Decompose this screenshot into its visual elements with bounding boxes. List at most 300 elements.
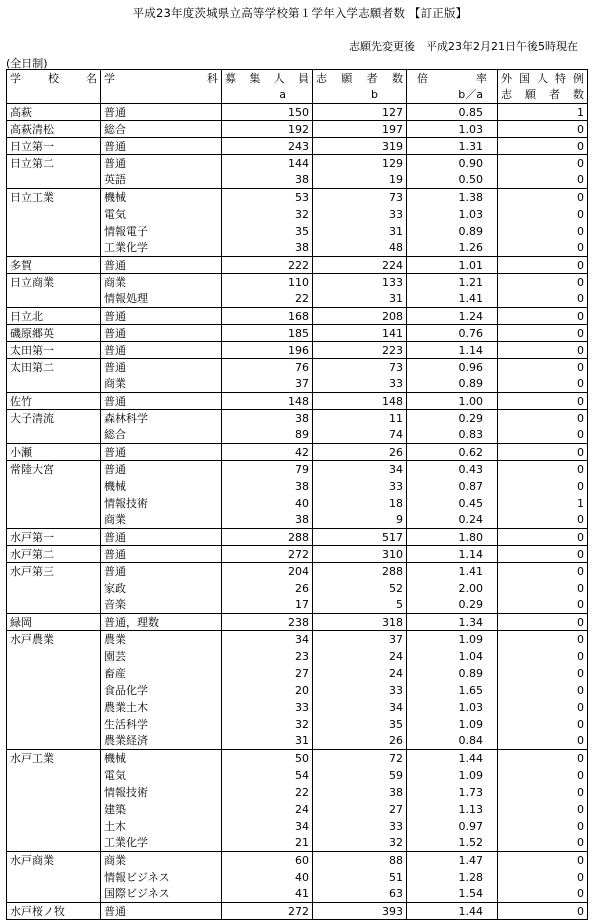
capacity-value: 35: [222, 223, 313, 240]
header-applicants-sub: b: [313, 87, 407, 104]
dept-name: 園芸: [101, 648, 222, 665]
foreign-value: 0: [498, 155, 588, 172]
school-name: 緑岡: [7, 614, 101, 631]
header-foreign: 外国人特例: [498, 70, 588, 87]
applicants-value: 26: [313, 733, 407, 750]
ratio-value: 1.04: [407, 648, 498, 665]
table-row: [7, 597, 588, 614]
ratio-value: 1.03: [407, 121, 498, 138]
table-row: [7, 665, 588, 682]
dept-name: 商業: [101, 512, 222, 529]
applicants-value: 33: [313, 682, 407, 699]
table-row: [7, 733, 588, 750]
applicants-value: 51: [313, 869, 407, 886]
applicants-value: 52: [313, 580, 407, 597]
foreign-value: 0: [498, 393, 588, 410]
ratio-value: 2.00: [407, 580, 498, 597]
school-name: [7, 682, 101, 699]
school-name: [7, 291, 101, 308]
ratio-value: 1.38: [407, 189, 498, 206]
capacity-value: 31: [222, 733, 313, 750]
table-row: [7, 206, 588, 223]
dept-name: 機械: [101, 189, 222, 206]
table-row: [7, 631, 588, 648]
foreign-value: 0: [498, 546, 588, 563]
capacity-value: 272: [222, 903, 313, 920]
header-subrow: [7, 87, 588, 104]
capacity-value: 222: [222, 257, 313, 274]
school-name: [7, 597, 101, 614]
applicants-value: 35: [313, 716, 407, 733]
capacity-value: 204: [222, 563, 313, 580]
applicants-value: 18: [313, 495, 407, 512]
dept-name: 森林科学: [101, 410, 222, 427]
applicants-value: 148: [313, 393, 407, 410]
foreign-value: 0: [498, 733, 588, 750]
applicants-value: 19: [313, 172, 407, 189]
ratio-value: 0.87: [407, 478, 498, 495]
school-name: 磯原郷英: [7, 325, 101, 342]
table-row: [7, 580, 588, 597]
dept-name: 土木: [101, 818, 222, 835]
ratio-value: 0.83: [407, 427, 498, 444]
capacity-value: 60: [222, 852, 313, 869]
applicants-value: 129: [313, 155, 407, 172]
table-row: [7, 869, 588, 886]
table-row: [7, 104, 588, 121]
ratio-value: 0.45: [407, 495, 498, 512]
ratio-value: 1.09: [407, 716, 498, 733]
foreign-value: 0: [498, 682, 588, 699]
dept-name: 普通: [101, 325, 222, 342]
applicants-value: 310: [313, 546, 407, 563]
dept-name: 普通: [101, 257, 222, 274]
foreign-value: 0: [498, 529, 588, 546]
school-name: [7, 886, 101, 903]
foreign-value: 0: [498, 563, 588, 580]
capacity-value: 37: [222, 376, 313, 393]
school-name: [7, 512, 101, 529]
ratio-value: 1.26: [407, 240, 498, 257]
ratio-value: 0.97: [407, 818, 498, 835]
foreign-value: 0: [498, 325, 588, 342]
school-name: [7, 818, 101, 835]
capacity-value: 185: [222, 325, 313, 342]
dept-name: 食品化学: [101, 682, 222, 699]
header-applicants: 志 願 者 数: [313, 70, 407, 87]
school-name: [7, 478, 101, 495]
ratio-value: 0.96: [407, 359, 498, 376]
capacity-value: 76: [222, 359, 313, 376]
applicants-value: 34: [313, 461, 407, 478]
ratio-value: 1.24: [407, 308, 498, 325]
capacity-value: 27: [222, 665, 313, 682]
table-row: [7, 172, 588, 189]
table-row: [7, 767, 588, 784]
table-row: [7, 614, 588, 631]
applicants-value: 74: [313, 427, 407, 444]
applicants-value: 11: [313, 410, 407, 427]
foreign-value: 0: [498, 665, 588, 682]
school-name: [7, 206, 101, 223]
foreign-value: 1: [498, 495, 588, 512]
capacity-value: 38: [222, 512, 313, 529]
table-row: [7, 393, 588, 410]
capacity-value: 196: [222, 342, 313, 359]
table-row: [7, 648, 588, 665]
table-row: [7, 886, 588, 903]
applicants-value: 319: [313, 138, 407, 155]
table-row: [7, 563, 588, 580]
applicants-value: 59: [313, 767, 407, 784]
applicants-value: 37: [313, 631, 407, 648]
capacity-value: 38: [222, 410, 313, 427]
dept-name: 英語: [101, 172, 222, 189]
ratio-value: 0.84: [407, 733, 498, 750]
foreign-value: 0: [498, 121, 588, 138]
capacity-value: 89: [222, 427, 313, 444]
school-name: 日立商業: [7, 274, 101, 291]
school-name: 小瀬: [7, 444, 101, 461]
dept-name: 畜産: [101, 665, 222, 682]
dept-name: 総合: [101, 121, 222, 138]
dept-name: 普通: [101, 563, 222, 580]
capacity-value: 272: [222, 546, 313, 563]
capacity-value: 192: [222, 121, 313, 138]
school-name: [7, 240, 101, 257]
foreign-value: 0: [498, 461, 588, 478]
table-row: [7, 121, 588, 138]
table-row: [7, 699, 588, 716]
table-row: [7, 257, 588, 274]
ratio-value: 1.28: [407, 869, 498, 886]
foreign-value: 0: [498, 767, 588, 784]
foreign-value: 1: [498, 104, 588, 121]
table-row: [7, 461, 588, 478]
ratio-value: 1.14: [407, 546, 498, 563]
foreign-value: 0: [498, 223, 588, 240]
ratio-value: 1.14: [407, 342, 498, 359]
capacity-value: 40: [222, 495, 313, 512]
capacity-value: 168: [222, 308, 313, 325]
foreign-value: 0: [498, 648, 588, 665]
school-name: [7, 665, 101, 682]
capacity-value: 110: [222, 274, 313, 291]
capacity-value: 33: [222, 699, 313, 716]
foreign-value: 0: [498, 376, 588, 393]
table-row: [7, 240, 588, 257]
school-name: [7, 784, 101, 801]
dept-name: 機械: [101, 750, 222, 767]
school-name: 水戸桜ノ牧: [7, 903, 101, 920]
as-of-date: 志願先変更後 平成23年2月21日午後5時現在: [349, 40, 578, 53]
dept-name: 情報技術: [101, 784, 222, 801]
dept-name: 情報技術: [101, 495, 222, 512]
applicants-value: 393: [313, 903, 407, 920]
table-row: [7, 359, 588, 376]
ratio-value: 0.89: [407, 223, 498, 240]
dept-name: 普通: [101, 393, 222, 410]
capacity-value: 79: [222, 461, 313, 478]
dept-name: 建築: [101, 801, 222, 818]
table-row: [7, 444, 588, 461]
table-row: [7, 546, 588, 563]
capacity-value: 40: [222, 869, 313, 886]
dept-name: 農業経済: [101, 733, 222, 750]
ratio-value: 0.43: [407, 461, 498, 478]
dept-name: 普通: [101, 342, 222, 359]
school-name: 佐竹: [7, 393, 101, 410]
table-row: [7, 427, 588, 444]
capacity-value: 238: [222, 614, 313, 631]
school-name: 日立第一: [7, 138, 101, 155]
applicants-value: 33: [313, 376, 407, 393]
ratio-value: 1.01: [407, 257, 498, 274]
applicants-value: 197: [313, 121, 407, 138]
foreign-value: 0: [498, 801, 588, 818]
table-row: [7, 342, 588, 359]
capacity-value: 288: [222, 529, 313, 546]
table-row: [7, 818, 588, 835]
foreign-value: 0: [498, 716, 588, 733]
applicants-value: 224: [313, 257, 407, 274]
foreign-value: 0: [498, 597, 588, 614]
school-name: [7, 376, 101, 393]
ratio-value: 1.03: [407, 206, 498, 223]
foreign-value: 0: [498, 359, 588, 376]
table-row: [7, 512, 588, 529]
school-name: 大子清流: [7, 410, 101, 427]
school-name: 高萩清松: [7, 121, 101, 138]
school-name: 水戸第一: [7, 529, 101, 546]
capacity-value: 41: [222, 886, 313, 903]
foreign-value: 0: [498, 869, 588, 886]
ratio-value: 0.90: [407, 155, 498, 172]
dept-name: 普通: [101, 308, 222, 325]
capacity-value: 50: [222, 750, 313, 767]
dept-name: 商業: [101, 852, 222, 869]
applicants-value: 34: [313, 699, 407, 716]
capacity-value: 53: [222, 189, 313, 206]
table-row: [7, 529, 588, 546]
dept-name: 普通，理数: [101, 614, 222, 631]
ratio-value: 0.24: [407, 512, 498, 529]
applicants-value: 88: [313, 852, 407, 869]
capacity-value: 32: [222, 206, 313, 223]
school-name: [7, 648, 101, 665]
foreign-value: 0: [498, 903, 588, 920]
foreign-value: 0: [498, 784, 588, 801]
applicants-value: 63: [313, 886, 407, 903]
capacity-value: 17: [222, 597, 313, 614]
school-name: 多賀: [7, 257, 101, 274]
header-capacity-sub: a: [222, 87, 313, 104]
applicants-value: 223: [313, 342, 407, 359]
dept-name: 工業化学: [101, 240, 222, 257]
applicants-value: 9: [313, 512, 407, 529]
capacity-value: 22: [222, 291, 313, 308]
ratio-value: 0.62: [407, 444, 498, 461]
school-name: 太田第二: [7, 359, 101, 376]
table-row: [7, 852, 588, 869]
foreign-value: 0: [498, 172, 588, 189]
school-name: 高萩: [7, 104, 101, 121]
applicants-value: 33: [313, 478, 407, 495]
capacity-value: 26: [222, 580, 313, 597]
ratio-value: 1.09: [407, 631, 498, 648]
capacity-value: 144: [222, 155, 313, 172]
capacity-value: 148: [222, 393, 313, 410]
table-row: [7, 495, 588, 512]
dept-name: 生活科学: [101, 716, 222, 733]
ratio-value: 1.65: [407, 682, 498, 699]
foreign-value: 0: [498, 699, 588, 716]
applicants-table: [6, 69, 588, 920]
school-name: [7, 495, 101, 512]
capacity-value: 22: [222, 784, 313, 801]
capacity-value: 20: [222, 682, 313, 699]
capacity-value: 38: [222, 240, 313, 257]
capacity-value: 38: [222, 172, 313, 189]
dept-name: 普通: [101, 104, 222, 121]
ratio-value: 1.80: [407, 529, 498, 546]
school-name: [7, 869, 101, 886]
dept-name: 普通: [101, 359, 222, 376]
school-name: 水戸商業: [7, 852, 101, 869]
dept-name: 普通: [101, 138, 222, 155]
foreign-value: 0: [498, 308, 588, 325]
foreign-value: 0: [498, 189, 588, 206]
ratio-value: 0.89: [407, 376, 498, 393]
dept-name: 農業: [101, 631, 222, 648]
capacity-value: 24: [222, 801, 313, 818]
foreign-value: 0: [498, 274, 588, 291]
header-foreign-sub: 志 願 者 数: [498, 87, 588, 104]
table-row: [7, 750, 588, 767]
dept-name: 情報電子: [101, 223, 222, 240]
applicants-value: 31: [313, 223, 407, 240]
table-row: [7, 274, 588, 291]
ratio-value: 1.21: [407, 274, 498, 291]
dept-name: 商業: [101, 274, 222, 291]
ratio-value: 1.41: [407, 291, 498, 308]
applicants-value: 141: [313, 325, 407, 342]
dept-name: 機械: [101, 478, 222, 495]
foreign-value: 0: [498, 750, 588, 767]
table-row: [7, 903, 588, 920]
applicants-value: 133: [313, 274, 407, 291]
dept-name: 商業: [101, 376, 222, 393]
foreign-value: 0: [498, 427, 588, 444]
table-row: [7, 138, 588, 155]
dept-name: 電気: [101, 767, 222, 784]
capacity-value: 42: [222, 444, 313, 461]
applicants-value: 31: [313, 291, 407, 308]
foreign-value: 0: [498, 206, 588, 223]
foreign-value: 0: [498, 886, 588, 903]
document-title: 平成23年度茨城県立高等学校第１学年入学志願者数 【訂正版】: [132, 6, 468, 20]
ratio-value: 1.00: [407, 393, 498, 410]
applicants-value: 5: [313, 597, 407, 614]
foreign-value: 0: [498, 342, 588, 359]
table-body: [7, 104, 588, 920]
school-name: [7, 767, 101, 784]
foreign-value: 0: [498, 512, 588, 529]
school-name: 水戸第三: [7, 563, 101, 580]
table-row: [7, 835, 588, 852]
capacity-value: 34: [222, 631, 313, 648]
school-name: 日立工業: [7, 189, 101, 206]
foreign-value: 0: [498, 257, 588, 274]
capacity-value: 32: [222, 716, 313, 733]
school-name: [7, 733, 101, 750]
ratio-value: 1.44: [407, 903, 498, 920]
table-row: [7, 223, 588, 240]
capacity-value: 243: [222, 138, 313, 155]
foreign-value: 0: [498, 614, 588, 631]
applicants-value: 517: [313, 529, 407, 546]
table-row: [7, 716, 588, 733]
foreign-value: 0: [498, 444, 588, 461]
dept-name: 家政: [101, 580, 222, 597]
ratio-value: 0.76: [407, 325, 498, 342]
ratio-value: 1.54: [407, 886, 498, 903]
dept-name: 普通: [101, 903, 222, 920]
school-name: 水戸工業: [7, 750, 101, 767]
foreign-value: 0: [498, 291, 588, 308]
applicants-value: 33: [313, 206, 407, 223]
foreign-value: 0: [498, 852, 588, 869]
capacity-value: 150: [222, 104, 313, 121]
header-dept: 学 科: [101, 70, 222, 87]
capacity-value: 34: [222, 818, 313, 835]
foreign-value: 0: [498, 580, 588, 597]
ratio-value: 0.85: [407, 104, 498, 121]
applicants-value: 26: [313, 444, 407, 461]
capacity-value: 54: [222, 767, 313, 784]
dept-name: 普通: [101, 529, 222, 546]
ratio-value: 1.52: [407, 835, 498, 852]
applicants-value: 32: [313, 835, 407, 852]
ratio-value: 1.13: [407, 801, 498, 818]
applicants-value: 72: [313, 750, 407, 767]
school-name: 常陸大宮: [7, 461, 101, 478]
school-name: [7, 580, 101, 597]
ratio-value: 0.29: [407, 410, 498, 427]
applicants-value: 127: [313, 104, 407, 121]
ratio-value: 1.47: [407, 852, 498, 869]
header-capacity: 募 集 人 員: [222, 70, 313, 87]
table-row: [7, 155, 588, 172]
table-row: [7, 410, 588, 427]
dept-name: 農業土木: [101, 699, 222, 716]
table-row: [7, 308, 588, 325]
applicants-value: 73: [313, 189, 407, 206]
school-name: [7, 427, 101, 444]
ratio-value: 0.89: [407, 665, 498, 682]
dept-name: 音楽: [101, 597, 222, 614]
ratio-value: 1.41: [407, 563, 498, 580]
dept-name: 普通: [101, 444, 222, 461]
school-name: [7, 172, 101, 189]
table-row: [7, 784, 588, 801]
applicants-value: 208: [313, 308, 407, 325]
school-name: 日立第二: [7, 155, 101, 172]
school-name: 水戸第二: [7, 546, 101, 563]
foreign-value: 0: [498, 631, 588, 648]
table-row: [7, 682, 588, 699]
foreign-value: 0: [498, 240, 588, 257]
